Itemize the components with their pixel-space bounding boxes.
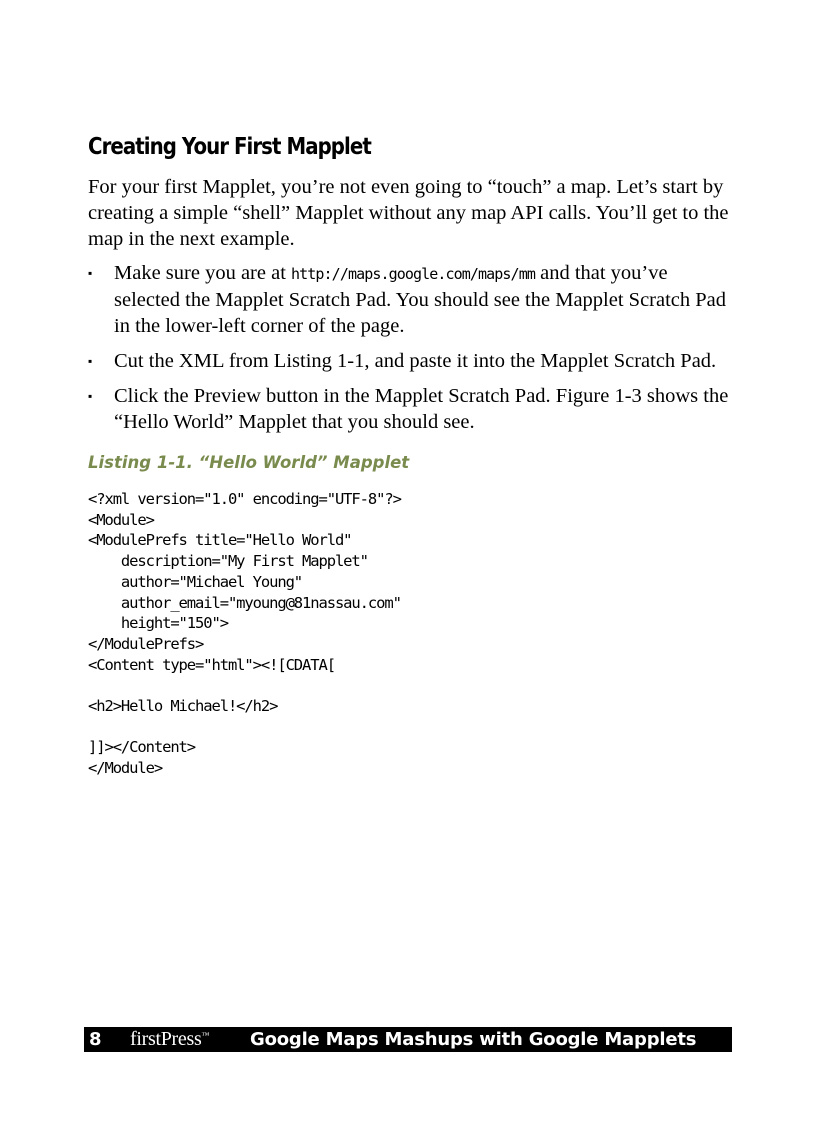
- list-item-text-end: and that you’ve selected the Mapplet Scratch Pad. You should see the Mapplet Scratch Pad in the lower-left corner of the page.: [114, 262, 727, 337]
- list-item-text-start: Make sure you are at: [114, 262, 292, 284]
- trademark-mark: ™: [201, 1030, 209, 1040]
- page-footer: [84, 1027, 732, 1052]
- book-title: Google Maps Mashups with Google Mapplets: [250, 1029, 697, 1050]
- maps-url: http://maps.google.com/maps/mm: [291, 265, 535, 283]
- list-item: [88, 383, 732, 435]
- square-bullet-icon: ▪: [88, 266, 93, 280]
- list-item: [88, 260, 732, 339]
- section-title: Creating Your First Mapplet: [88, 134, 371, 160]
- instruction-list: [88, 260, 732, 444]
- list-item-text: Cut the XML from Listing 1-1, and paste it into the Mapplet Scratch Pad.: [114, 350, 717, 372]
- code-listing: <?xml version="1.0" encoding="UTF-8"?> <Module> <ModulePrefs title="Hello World" description="My First Mapplet" author="Michael Young" author_email="myoung@81nassau.com" height="150"> </ModulePrefs> <Content type="html"><![CDATA[ <h2>Hello Michael!</h2> ]]></Content> </Module>: [88, 490, 401, 778]
- list-item-text: Click the Preview button in the Mapplet Scratch Pad. Figure 1-3 shows the “Hello World” Mapplet that you should see.: [114, 385, 729, 433]
- page-number: 8: [89, 1029, 102, 1050]
- publisher-logo: [130, 1028, 209, 1051]
- intro-paragraph: For your first Mapplet, you’re not even going to “touch” a map. Let’s start by creating a simple “shell” Mapplet without any map API calls. You’ll get to the map in the next example.: [88, 176, 729, 250]
- square-bullet-icon: ▪: [88, 389, 93, 403]
- publisher-name: firstPress: [130, 1028, 202, 1050]
- square-bullet-icon: ▪: [88, 354, 93, 368]
- list-item: [88, 348, 732, 374]
- listing-caption: Listing 1-1. “Hello World” Mapplet: [88, 453, 410, 472]
